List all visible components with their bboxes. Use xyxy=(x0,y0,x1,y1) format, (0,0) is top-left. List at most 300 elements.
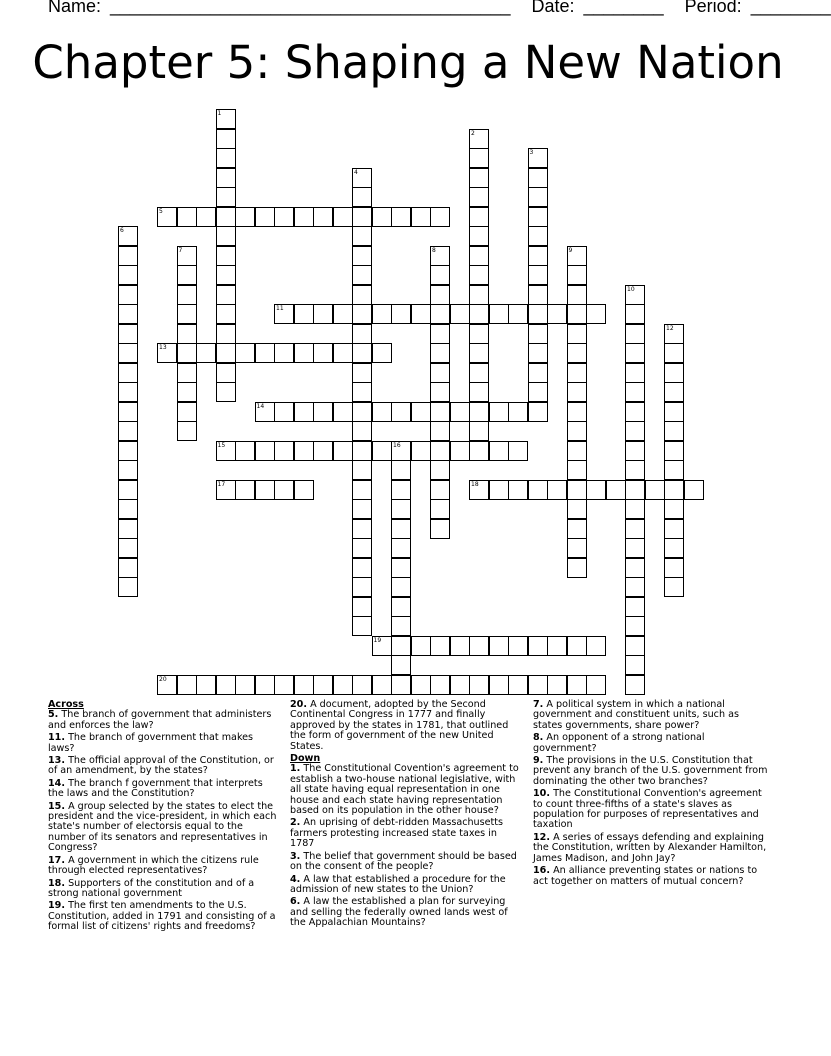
grid-cell[interactable] xyxy=(216,109,236,129)
grid-cell[interactable] xyxy=(391,675,411,695)
grid-cell[interactable] xyxy=(294,343,314,363)
grid-cell[interactable] xyxy=(294,402,314,422)
clue-across-13 xyxy=(48,756,280,777)
grid-cell[interactable] xyxy=(664,324,684,344)
grid-cell[interactable] xyxy=(547,304,567,324)
grid-cell[interactable] xyxy=(216,304,236,324)
grid-cell[interactable] xyxy=(469,246,489,266)
grid-cell[interactable] xyxy=(664,577,684,597)
grid-cell[interactable] xyxy=(586,636,606,656)
grid-cell[interactable] xyxy=(372,402,392,422)
name-blank[interactable]: ________________________________________ xyxy=(110,0,511,16)
grid-cell[interactable] xyxy=(547,675,567,695)
grid-cell[interactable] xyxy=(450,304,470,324)
clue-text: A document, adopted by the Second Continental Congress in 1777 and finally approved by the states in 1781, that outlined the form of government of the new United States. xyxy=(290,699,509,752)
grid-cell[interactable] xyxy=(352,402,372,422)
grid-cell[interactable] xyxy=(567,558,587,578)
grid-cell[interactable] xyxy=(391,460,411,480)
grid-cell[interactable] xyxy=(177,304,197,324)
grid-cell[interactable] xyxy=(235,441,255,461)
grid-cell[interactable] xyxy=(177,363,197,383)
grid-cell[interactable] xyxy=(255,480,275,500)
clue-number: 11. xyxy=(48,732,65,744)
grid-cell[interactable] xyxy=(118,226,138,246)
grid-cell[interactable] xyxy=(294,441,314,461)
grid-cell[interactable] xyxy=(372,441,392,461)
grid-cell[interactable] xyxy=(391,402,411,422)
grid-cell[interactable] xyxy=(625,363,645,383)
grid-cell[interactable] xyxy=(664,499,684,519)
grid-cell[interactable] xyxy=(118,460,138,480)
grid-cell[interactable] xyxy=(469,441,489,461)
grid-cell[interactable] xyxy=(469,226,489,246)
grid-cell[interactable] xyxy=(177,675,197,695)
grid-cell[interactable] xyxy=(157,207,177,227)
grid-cell[interactable] xyxy=(352,246,372,266)
grid-cell[interactable] xyxy=(294,480,314,500)
grid-cell[interactable] xyxy=(313,402,333,422)
grid-cell[interactable] xyxy=(352,265,372,285)
grid-cell[interactable] xyxy=(391,577,411,597)
grid-cell[interactable] xyxy=(430,421,450,441)
grid-cell[interactable] xyxy=(216,363,236,383)
grid-cell[interactable] xyxy=(528,343,548,363)
grid-cell[interactable] xyxy=(177,343,197,363)
grid-cell[interactable] xyxy=(313,675,333,695)
clue-text: A government in which the citizens rule through elected representatives? xyxy=(48,854,259,877)
grid-cell[interactable] xyxy=(196,207,216,227)
clue-down-3 xyxy=(290,852,520,873)
grid-cell[interactable] xyxy=(528,187,548,207)
grid-cell[interactable] xyxy=(333,402,353,422)
grid-cell[interactable] xyxy=(411,402,431,422)
grid-cell[interactable] xyxy=(216,246,236,266)
grid-cell[interactable] xyxy=(352,207,372,227)
grid-cell[interactable] xyxy=(625,304,645,324)
grid-cell[interactable] xyxy=(274,675,294,695)
grid-cell[interactable] xyxy=(664,538,684,558)
clue-number: 15. xyxy=(48,800,65,812)
grid-cell[interactable] xyxy=(216,187,236,207)
grid-cell[interactable] xyxy=(567,480,587,500)
grid-cell[interactable] xyxy=(625,285,645,305)
grid-cell[interactable] xyxy=(430,402,450,422)
grid-cell[interactable] xyxy=(216,207,236,227)
grid-cell[interactable] xyxy=(430,382,450,402)
grid-cell[interactable] xyxy=(664,441,684,461)
grid-cell[interactable] xyxy=(567,304,587,324)
grid-cell[interactable] xyxy=(216,226,236,246)
grid-cell[interactable] xyxy=(352,597,372,617)
grid-cell[interactable] xyxy=(450,402,470,422)
clue-text: The first ten amendments to the U.S. Constitution, added in 1791 and consisting of a formal list of citizens' rights and freedoms? xyxy=(48,900,276,933)
grid-cell[interactable] xyxy=(489,675,509,695)
grid-cell[interactable] xyxy=(274,207,294,227)
grid-cell[interactable] xyxy=(352,675,372,695)
grid-cell[interactable] xyxy=(235,480,255,500)
grid-cell[interactable] xyxy=(235,207,255,227)
grid-cell[interactable] xyxy=(528,207,548,227)
grid-cell[interactable] xyxy=(118,421,138,441)
grid-cell[interactable] xyxy=(216,324,236,344)
grid-cell[interactable] xyxy=(567,265,587,285)
grid-cell[interactable] xyxy=(372,343,392,363)
grid-cell[interactable] xyxy=(625,577,645,597)
grid-cell[interactable] xyxy=(118,480,138,500)
grid-cell[interactable] xyxy=(352,519,372,539)
grid-cell[interactable] xyxy=(255,207,275,227)
grid-cell[interactable] xyxy=(528,265,548,285)
grid-cell[interactable] xyxy=(118,538,138,558)
grid-cell[interactable] xyxy=(216,129,236,149)
grid-cell[interactable] xyxy=(664,363,684,383)
grid-cell[interactable] xyxy=(118,265,138,285)
grid-cell[interactable] xyxy=(118,363,138,383)
grid-cell[interactable] xyxy=(430,304,450,324)
grid-cell[interactable] xyxy=(567,519,587,539)
grid-cell[interactable] xyxy=(508,480,528,500)
grid-cell[interactable] xyxy=(196,343,216,363)
grid-cell[interactable] xyxy=(625,675,645,695)
grid-cell[interactable] xyxy=(567,499,587,519)
grid-cell[interactable] xyxy=(430,363,450,383)
grid-cell[interactable] xyxy=(450,441,470,461)
grid-cell[interactable] xyxy=(469,675,489,695)
grid-cell[interactable] xyxy=(391,597,411,617)
grid-cell[interactable] xyxy=(255,441,275,461)
grid-cell[interactable] xyxy=(196,675,216,695)
grid-cell[interactable] xyxy=(294,207,314,227)
grid-cell[interactable] xyxy=(157,675,177,695)
grid-cell[interactable] xyxy=(411,304,431,324)
grid-cell[interactable] xyxy=(606,480,626,500)
grid-cell[interactable] xyxy=(625,324,645,344)
grid-cell[interactable] xyxy=(274,343,294,363)
grid-cell[interactable] xyxy=(469,421,489,441)
grid-cell[interactable] xyxy=(352,343,372,363)
grid-cell[interactable] xyxy=(489,636,509,656)
grid-cell[interactable] xyxy=(352,499,372,519)
grid-cell[interactable] xyxy=(489,480,509,500)
grid-cell[interactable] xyxy=(216,148,236,168)
grid-cell[interactable] xyxy=(645,480,665,500)
grid-cell[interactable] xyxy=(469,187,489,207)
grid-cell[interactable] xyxy=(411,636,431,656)
grid-cell[interactable] xyxy=(118,246,138,266)
grid-cell[interactable] xyxy=(352,577,372,597)
grid-cell[interactable] xyxy=(177,246,197,266)
grid-cell[interactable] xyxy=(118,343,138,363)
grid-cell[interactable] xyxy=(216,343,236,363)
grid-cell[interactable] xyxy=(528,246,548,266)
grid-cell[interactable] xyxy=(625,597,645,617)
grid-cell[interactable] xyxy=(489,304,509,324)
grid-cell[interactable] xyxy=(625,343,645,363)
grid-cell[interactable] xyxy=(391,207,411,227)
clue-text: An uprising of debt-ridden Massachusetts farmers protesting increased state taxes in 1787 xyxy=(290,817,504,850)
grid-cell[interactable] xyxy=(684,480,704,500)
grid-cell[interactable] xyxy=(469,265,489,285)
grid-cell[interactable] xyxy=(216,441,236,461)
grid-cell[interactable] xyxy=(625,441,645,461)
grid-cell[interactable] xyxy=(216,265,236,285)
grid-cell[interactable] xyxy=(625,519,645,539)
grid-cell[interactable] xyxy=(333,675,353,695)
grid-cell[interactable] xyxy=(430,636,450,656)
grid-cell[interactable] xyxy=(216,382,236,402)
grid-cell[interactable] xyxy=(333,207,353,227)
grid-cell[interactable] xyxy=(567,538,587,558)
grid-cell[interactable] xyxy=(625,558,645,578)
grid-cell[interactable] xyxy=(528,402,548,422)
grid-cell[interactable] xyxy=(391,480,411,500)
grid-cell[interactable] xyxy=(664,460,684,480)
grid-cell[interactable] xyxy=(118,285,138,305)
grid-cell[interactable] xyxy=(625,421,645,441)
cell-number: 15 xyxy=(217,441,226,449)
grid-cell[interactable] xyxy=(391,655,411,675)
grid-cell[interactable] xyxy=(411,441,431,461)
grid-cell[interactable] xyxy=(372,675,392,695)
grid-cell[interactable] xyxy=(118,499,138,519)
grid-cell[interactable] xyxy=(664,480,684,500)
grid-cell[interactable] xyxy=(489,441,509,461)
grid-cell[interactable] xyxy=(177,265,197,285)
grid-cell[interactable] xyxy=(469,402,489,422)
grid-cell[interactable] xyxy=(430,499,450,519)
grid-cell[interactable] xyxy=(489,402,509,422)
grid-cell[interactable] xyxy=(352,441,372,461)
grid-cell[interactable] xyxy=(255,675,275,695)
grid-cell[interactable] xyxy=(372,207,392,227)
grid-cell[interactable] xyxy=(118,519,138,539)
grid-cell[interactable] xyxy=(391,558,411,578)
grid-cell[interactable] xyxy=(430,441,450,461)
grid-cell[interactable] xyxy=(352,285,372,305)
grid-cell[interactable] xyxy=(352,168,372,188)
grid-cell[interactable] xyxy=(586,480,606,500)
grid-cell[interactable] xyxy=(430,460,450,480)
grid-cell[interactable] xyxy=(567,363,587,383)
clue-number: 17. xyxy=(48,854,65,866)
grid-cell[interactable] xyxy=(216,168,236,188)
grid-cell[interactable] xyxy=(508,402,528,422)
grid-cell[interactable] xyxy=(625,655,645,675)
grid-cell[interactable] xyxy=(508,675,528,695)
grid-cell[interactable] xyxy=(567,421,587,441)
grid-cell[interactable] xyxy=(118,558,138,578)
grid-cell[interactable] xyxy=(567,402,587,422)
grid-cell[interactable] xyxy=(372,304,392,324)
clue-across-14 xyxy=(48,779,280,800)
grid-cell[interactable] xyxy=(430,480,450,500)
grid-cell[interactable] xyxy=(352,324,372,344)
grid-cell[interactable] xyxy=(625,382,645,402)
grid-cell[interactable] xyxy=(274,402,294,422)
grid-cell[interactable] xyxy=(547,480,567,500)
grid-cell[interactable] xyxy=(118,304,138,324)
grid-cell[interactable] xyxy=(372,636,392,656)
grid-cell[interactable] xyxy=(469,480,489,500)
grid-cell[interactable] xyxy=(216,285,236,305)
grid-cell[interactable] xyxy=(352,558,372,578)
grid-cell[interactable] xyxy=(664,382,684,402)
grid-cell[interactable] xyxy=(664,519,684,539)
grid-cell[interactable] xyxy=(313,441,333,461)
grid-cell[interactable] xyxy=(469,129,489,149)
grid-cell[interactable] xyxy=(567,285,587,305)
grid-cell[interactable] xyxy=(430,265,450,285)
grid-cell[interactable] xyxy=(586,675,606,695)
grid-cell[interactable] xyxy=(469,636,489,656)
grid-cell[interactable] xyxy=(664,558,684,578)
grid-cell[interactable] xyxy=(625,616,645,636)
grid-cell[interactable] xyxy=(567,460,587,480)
grid-cell[interactable] xyxy=(528,382,548,402)
grid-cell[interactable] xyxy=(625,480,645,500)
grid-cell[interactable] xyxy=(469,363,489,383)
grid-cell[interactable] xyxy=(118,382,138,402)
grid-cell[interactable] xyxy=(177,207,197,227)
grid-cell[interactable] xyxy=(391,519,411,539)
grid-cell[interactable] xyxy=(450,675,470,695)
grid-cell[interactable] xyxy=(469,207,489,227)
grid-cell[interactable] xyxy=(352,538,372,558)
grid-cell[interactable] xyxy=(274,304,294,324)
grid-cell[interactable] xyxy=(450,636,470,656)
date-blank[interactable]: ________ xyxy=(583,0,664,16)
clue-text: The branch of government that makes laws? xyxy=(48,732,254,754)
grid-cell[interactable] xyxy=(469,324,489,344)
grid-cell[interactable] xyxy=(255,343,275,363)
grid-cell[interactable] xyxy=(352,480,372,500)
grid-cell[interactable] xyxy=(430,343,450,363)
grid-cell[interactable] xyxy=(528,636,548,656)
grid-cell[interactable] xyxy=(177,285,197,305)
grid-cell[interactable] xyxy=(567,324,587,344)
grid-cell[interactable] xyxy=(352,226,372,246)
grid-cell[interactable] xyxy=(294,304,314,324)
grid-cell[interactable] xyxy=(255,402,275,422)
grid-cell[interactable] xyxy=(274,441,294,461)
grid-cell[interactable] xyxy=(118,402,138,422)
grid-cell[interactable] xyxy=(430,246,450,266)
grid-cell[interactable] xyxy=(391,616,411,636)
clue-down-4 xyxy=(290,875,520,896)
grid-cell[interactable] xyxy=(177,324,197,344)
down-heading: Down xyxy=(290,753,321,765)
grid-cell[interactable] xyxy=(567,382,587,402)
grid-cell[interactable] xyxy=(528,363,548,383)
grid-cell[interactable] xyxy=(430,324,450,344)
grid-cell[interactable] xyxy=(216,675,236,695)
grid-cell[interactable] xyxy=(313,343,333,363)
grid-cell[interactable] xyxy=(528,148,548,168)
grid-cell[interactable] xyxy=(352,382,372,402)
grid-cell[interactable] xyxy=(528,304,548,324)
grid-cell[interactable] xyxy=(333,441,353,461)
grid-cell[interactable] xyxy=(118,324,138,344)
period-blank[interactable]: ________ xyxy=(750,0,831,16)
grid-cell[interactable] xyxy=(625,636,645,656)
grid-cell[interactable] xyxy=(469,168,489,188)
grid-cell[interactable] xyxy=(411,675,431,695)
grid-cell[interactable] xyxy=(664,421,684,441)
grid-cell[interactable] xyxy=(177,382,197,402)
grid-cell[interactable] xyxy=(430,519,450,539)
grid-cell[interactable] xyxy=(294,675,314,695)
grid-cell[interactable] xyxy=(567,246,587,266)
grid-cell[interactable] xyxy=(625,538,645,558)
grid-cell[interactable] xyxy=(469,304,489,324)
grid-cell[interactable] xyxy=(586,304,606,324)
grid-cell[interactable] xyxy=(391,304,411,324)
grid-cell[interactable] xyxy=(508,304,528,324)
grid-cell[interactable] xyxy=(528,226,548,246)
grid-cell[interactable] xyxy=(528,285,548,305)
grid-cell[interactable] xyxy=(508,441,528,461)
grid-cell[interactable] xyxy=(508,636,528,656)
grid-cell[interactable] xyxy=(528,675,548,695)
grid-cell[interactable] xyxy=(177,402,197,422)
grid-cell[interactable] xyxy=(216,480,236,500)
grid-cell[interactable] xyxy=(567,675,587,695)
grid-cell[interactable] xyxy=(352,616,372,636)
grid-cell[interactable] xyxy=(391,636,411,656)
grid-cell[interactable] xyxy=(235,343,255,363)
grid-cell[interactable] xyxy=(391,499,411,519)
grid-cell[interactable] xyxy=(625,460,645,480)
grid-cell[interactable] xyxy=(352,363,372,383)
grid-cell[interactable] xyxy=(469,285,489,305)
grid-cell[interactable] xyxy=(469,148,489,168)
grid-cell[interactable] xyxy=(567,343,587,363)
grid-cell[interactable] xyxy=(528,168,548,188)
grid-cell[interactable] xyxy=(469,382,489,402)
grid-cell[interactable] xyxy=(625,499,645,519)
grid-cell[interactable] xyxy=(313,304,333,324)
grid-cell[interactable] xyxy=(333,343,353,363)
grid-cell[interactable] xyxy=(664,343,684,363)
grid-cell[interactable] xyxy=(333,304,353,324)
grid-cell[interactable] xyxy=(430,207,450,227)
grid-cell[interactable] xyxy=(118,441,138,461)
grid-cell[interactable] xyxy=(430,285,450,305)
grid-cell[interactable] xyxy=(177,421,197,441)
grid-cell[interactable] xyxy=(411,207,431,227)
grid-cell[interactable] xyxy=(352,304,372,324)
grid-cell[interactable] xyxy=(391,441,411,461)
grid-cell[interactable] xyxy=(352,421,372,441)
grid-cell[interactable] xyxy=(625,402,645,422)
grid-cell[interactable] xyxy=(528,480,548,500)
grid-cell[interactable] xyxy=(528,324,548,344)
grid-cell[interactable] xyxy=(235,675,255,695)
grid-cell[interactable] xyxy=(430,675,450,695)
grid-cell[interactable] xyxy=(567,441,587,461)
grid-cell[interactable] xyxy=(664,402,684,422)
grid-cell[interactable] xyxy=(157,343,177,363)
grid-cell[interactable] xyxy=(313,207,333,227)
grid-cell[interactable] xyxy=(274,480,294,500)
grid-cell[interactable] xyxy=(352,460,372,480)
grid-cell[interactable] xyxy=(469,343,489,363)
grid-cell[interactable] xyxy=(352,187,372,207)
grid-cell[interactable] xyxy=(567,636,587,656)
grid-cell[interactable] xyxy=(391,538,411,558)
grid-cell[interactable] xyxy=(118,577,138,597)
grid-cell[interactable] xyxy=(547,636,567,656)
